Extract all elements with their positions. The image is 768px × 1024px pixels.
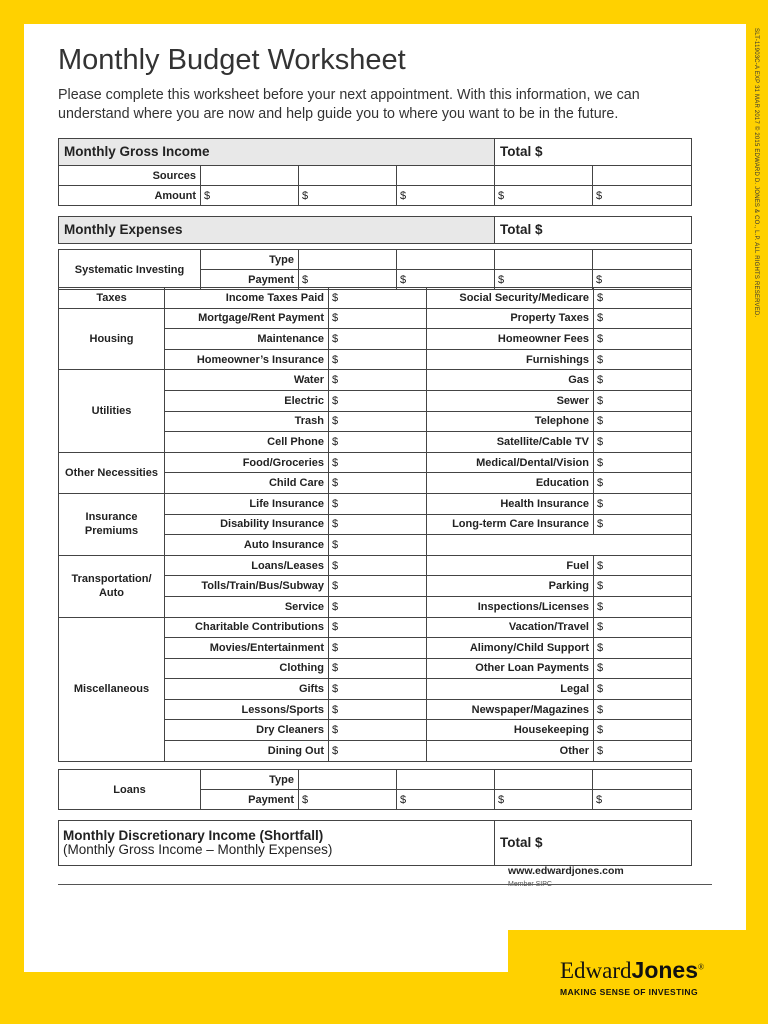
expense-amount-field[interactable]: $ bbox=[329, 288, 427, 309]
expense-item-label: Education bbox=[427, 473, 594, 494]
legal-notice: SLT-11903C-A EXP 31 MAR 2017 © 2015 EDWARD D. JONES & CO., L.P. ALL RIGHTS RESERVED. bbox=[753, 28, 759, 318]
amount-label: Amount bbox=[59, 186, 201, 206]
expense-item-label: Medical/Dental/Vision bbox=[427, 452, 594, 473]
expense-row bbox=[59, 370, 692, 391]
expense-amount-field[interactable]: $ bbox=[329, 638, 427, 659]
type-field[interactable] bbox=[397, 250, 495, 270]
expense-amount-field[interactable]: $ bbox=[594, 308, 692, 329]
intro-text: Please complete this worksheet before your next appointment. With this information, we can understand where you are now and help guide you to where you want to be in the future. bbox=[58, 87, 640, 122]
expenses-header-table bbox=[58, 216, 692, 290]
category-label: Transportation/ Auto bbox=[59, 555, 165, 617]
amount-field[interactable]: $ bbox=[299, 186, 397, 206]
expense-item-label: Lessons/Sports bbox=[165, 699, 329, 720]
expense-categories-body bbox=[59, 288, 692, 762]
sources-label: Sources bbox=[59, 166, 201, 186]
expense-amount-field[interactable]: $ bbox=[594, 720, 692, 741]
loans-table bbox=[58, 769, 692, 810]
amount-field[interactable]: $ bbox=[495, 186, 593, 206]
payment-label: Payment bbox=[201, 790, 299, 810]
expense-amount-field[interactable]: $ bbox=[329, 535, 427, 556]
expense-item-label: Other Loan Payments bbox=[427, 658, 594, 679]
expense-item-label: Furnishings bbox=[427, 349, 594, 370]
expense-amount-field[interactable]: $ bbox=[329, 349, 427, 370]
logo-word-edward: Edward bbox=[560, 958, 632, 983]
source-field[interactable] bbox=[397, 166, 495, 186]
category-label: Utilities bbox=[59, 370, 165, 452]
type-field[interactable] bbox=[593, 770, 692, 790]
amount-field[interactable]: $ bbox=[201, 186, 299, 206]
expense-amount-field[interactable]: $ bbox=[594, 596, 692, 617]
expense-item-label: Dining Out bbox=[165, 741, 329, 762]
website-link[interactable]: www.edwardjones.com bbox=[508, 865, 624, 877]
expense-item-label: Trash bbox=[165, 411, 329, 432]
expense-amount-field[interactable]: $ bbox=[594, 432, 692, 453]
discretionary-income-table bbox=[58, 820, 692, 866]
payment-field[interactable]: $ bbox=[397, 270, 495, 290]
systematic-investing-label: Systematic Investing bbox=[59, 250, 201, 290]
source-field[interactable] bbox=[299, 166, 397, 186]
discretionary-total[interactable]: Total $ bbox=[495, 821, 692, 866]
expense-amount-field[interactable]: $ bbox=[594, 699, 692, 720]
expense-amount-field[interactable]: $ bbox=[329, 720, 427, 741]
expense-item-label: Housekeeping bbox=[427, 720, 594, 741]
expense-amount-field[interactable]: $ bbox=[329, 658, 427, 679]
source-field[interactable] bbox=[495, 166, 593, 186]
type-field[interactable] bbox=[299, 250, 397, 270]
expense-item-label: Satellite/Cable TV bbox=[427, 432, 594, 453]
expense-item-label: Maintenance bbox=[165, 329, 329, 350]
expense-item-label: Gifts bbox=[165, 679, 329, 700]
member-sipc: Member SIPC bbox=[508, 881, 552, 888]
expense-amount-field[interactable]: $ bbox=[594, 638, 692, 659]
gross-income-header: Monthly Gross Income bbox=[59, 139, 495, 166]
expense-amount-field[interactable]: $ bbox=[594, 514, 692, 535]
expense-item-label: Water bbox=[165, 370, 329, 391]
payment-field[interactable]: $ bbox=[495, 790, 593, 810]
expense-item-label: Cell Phone bbox=[165, 432, 329, 453]
category-label: Miscellaneous bbox=[59, 617, 165, 761]
expense-row bbox=[59, 308, 692, 329]
expense-item-label: Dry Cleaners bbox=[165, 720, 329, 741]
amount-field[interactable]: $ bbox=[593, 186, 692, 206]
expense-amount-field[interactable]: $ bbox=[594, 390, 692, 411]
expense-item-label: Tolls/Train/Bus/Subway bbox=[165, 576, 329, 597]
expense-amount-field[interactable]: $ bbox=[594, 452, 692, 473]
expense-item-label: Gas bbox=[427, 370, 594, 391]
expense-item-label: Clothing bbox=[165, 658, 329, 679]
expense-item-label: Sewer bbox=[427, 390, 594, 411]
category-label: Insurance Premiums bbox=[59, 493, 165, 555]
expense-amount-field[interactable]: $ bbox=[594, 349, 692, 370]
expense-item-label: Social Security/Medicare bbox=[427, 288, 594, 309]
expense-amount-field[interactable]: $ bbox=[329, 555, 427, 576]
expense-amount-field[interactable]: $ bbox=[594, 411, 692, 432]
expense-item-label: Auto Insurance bbox=[165, 535, 329, 556]
expense-item-label: Child Care bbox=[165, 473, 329, 494]
expense-item-label: Inspections/Licenses bbox=[427, 596, 594, 617]
expense-item-label: Service bbox=[165, 596, 329, 617]
expense-row bbox=[59, 617, 692, 638]
expense-amount-field[interactable]: $ bbox=[329, 452, 427, 473]
registered-mark: ® bbox=[698, 962, 705, 972]
expense-amount-field[interactable]: $ bbox=[329, 411, 427, 432]
expense-item-label: Food/Groceries bbox=[165, 452, 329, 473]
payment-label: Payment bbox=[201, 270, 299, 290]
expense-item-label: Charitable Contributions bbox=[165, 617, 329, 638]
expense-item-label: Long-term Care Insurance bbox=[427, 514, 594, 535]
expense-item-label: Disability Insurance bbox=[165, 514, 329, 535]
type-field[interactable] bbox=[495, 250, 593, 270]
expense-item-label: Mortgage/Rent Payment bbox=[165, 308, 329, 329]
expense-item-label: Electric bbox=[165, 390, 329, 411]
loans-label: Loans bbox=[59, 770, 201, 810]
category-label: Other Necessities bbox=[59, 452, 165, 493]
expense-amount-field[interactable]: $ bbox=[329, 308, 427, 329]
expense-amount-field[interactable]: $ bbox=[594, 555, 692, 576]
brand-tagline: MAKING SENSE OF INVESTING bbox=[560, 987, 698, 997]
expense-amount-field[interactable]: $ bbox=[329, 493, 427, 514]
type-field[interactable] bbox=[593, 250, 692, 270]
type-field[interactable] bbox=[397, 770, 495, 790]
page-title: Monthly Budget Worksheet bbox=[58, 44, 406, 76]
expense-amount-field[interactable]: $ bbox=[594, 473, 692, 494]
expense-amount-field[interactable]: $ bbox=[594, 370, 692, 391]
gross-income-total[interactable]: Total $ bbox=[495, 139, 692, 166]
discretionary-income-label bbox=[59, 821, 495, 866]
expense-item-label: Other bbox=[427, 741, 594, 762]
expense-amount-field[interactable]: $ bbox=[329, 432, 427, 453]
expenses-total[interactable]: Total $ bbox=[495, 217, 692, 244]
expense-row bbox=[59, 452, 692, 473]
expense-item-label: Loans/Leases bbox=[165, 555, 329, 576]
expense-amount-field[interactable]: $ bbox=[594, 576, 692, 597]
expense-amount-field[interactable]: $ bbox=[594, 741, 692, 762]
amount-field[interactable]: $ bbox=[397, 186, 495, 206]
expense-amount-field[interactable]: $ bbox=[329, 679, 427, 700]
type-field[interactable] bbox=[495, 770, 593, 790]
expense-categories-table bbox=[58, 287, 692, 762]
expense-amount-field[interactable]: $ bbox=[329, 596, 427, 617]
category-label: Housing bbox=[59, 308, 165, 370]
discretionary-formula: (Monthly Gross Income – Monthly Expenses) bbox=[63, 842, 333, 857]
expense-item-label: Legal bbox=[427, 679, 594, 700]
expense-item-label: Newspaper/Magazines bbox=[427, 699, 594, 720]
expense-amount-field[interactable]: $ bbox=[329, 390, 427, 411]
payment-field[interactable]: $ bbox=[593, 790, 692, 810]
expense-amount-field[interactable]: $ bbox=[329, 617, 427, 638]
expense-amount-field[interactable]: $ bbox=[329, 576, 427, 597]
source-field[interactable] bbox=[201, 166, 299, 186]
expense-row bbox=[59, 493, 692, 514]
payment-field[interactable]: $ bbox=[299, 270, 397, 290]
expense-item-label: Health Insurance bbox=[427, 493, 594, 514]
type-label: Type bbox=[201, 250, 299, 270]
expense-row bbox=[59, 288, 692, 309]
expense-amount-field[interactable]: $ bbox=[594, 679, 692, 700]
expense-amount-field[interactable]: $ bbox=[329, 329, 427, 350]
expense-item-label: Vacation/Travel bbox=[427, 617, 594, 638]
expense-item-label: Movies/Entertainment bbox=[165, 638, 329, 659]
expense-row bbox=[59, 555, 692, 576]
payment-field[interactable]: $ bbox=[299, 790, 397, 810]
expense-amount-field[interactable]: $ bbox=[594, 329, 692, 350]
discretionary-title: Monthly Discretionary Income (Shortfall) bbox=[63, 828, 324, 843]
payment-field[interactable]: $ bbox=[397, 790, 495, 810]
payment-field[interactable]: $ bbox=[495, 270, 593, 290]
expense-item-label: Fuel bbox=[427, 555, 594, 576]
footer-divider bbox=[58, 884, 712, 885]
expense-item-label: Telephone bbox=[427, 411, 594, 432]
expense-amount-field[interactable]: $ bbox=[329, 741, 427, 762]
expense-item-label: Life Insurance bbox=[165, 493, 329, 514]
edward-jones-logo bbox=[560, 957, 704, 984]
expense-amount-field[interactable]: $ bbox=[594, 617, 692, 638]
expense-item-label: Alimony/Child Support bbox=[427, 638, 594, 659]
expense-amount-field[interactable]: $ bbox=[329, 473, 427, 494]
logo-word-jones: Jones bbox=[631, 957, 699, 983]
gross-income-table bbox=[58, 138, 692, 206]
expense-item-label: Income Taxes Paid bbox=[165, 288, 329, 309]
expense-amount-field[interactable]: $ bbox=[594, 493, 692, 514]
expense-amount-field[interactable]: $ bbox=[329, 370, 427, 391]
expense-amount-field[interactable]: $ bbox=[329, 514, 427, 535]
payment-field[interactable]: $ bbox=[593, 270, 692, 290]
category-label: Taxes bbox=[59, 288, 165, 309]
type-label: Type bbox=[201, 770, 299, 790]
expense-item-label: Homeowner’s Insurance bbox=[165, 349, 329, 370]
expense-item-label: Homeowner Fees bbox=[427, 329, 594, 350]
expense-amount-field[interactable]: $ bbox=[594, 288, 692, 309]
expense-item-label: Parking bbox=[427, 576, 594, 597]
expense-amount-field[interactable]: $ bbox=[594, 658, 692, 679]
expense-item-label bbox=[427, 535, 692, 556]
type-field[interactable] bbox=[299, 770, 397, 790]
source-field[interactable] bbox=[593, 166, 692, 186]
expense-amount-field[interactable]: $ bbox=[329, 699, 427, 720]
expense-item-label: Property Taxes bbox=[427, 308, 594, 329]
expenses-header: Monthly Expenses bbox=[59, 217, 495, 244]
